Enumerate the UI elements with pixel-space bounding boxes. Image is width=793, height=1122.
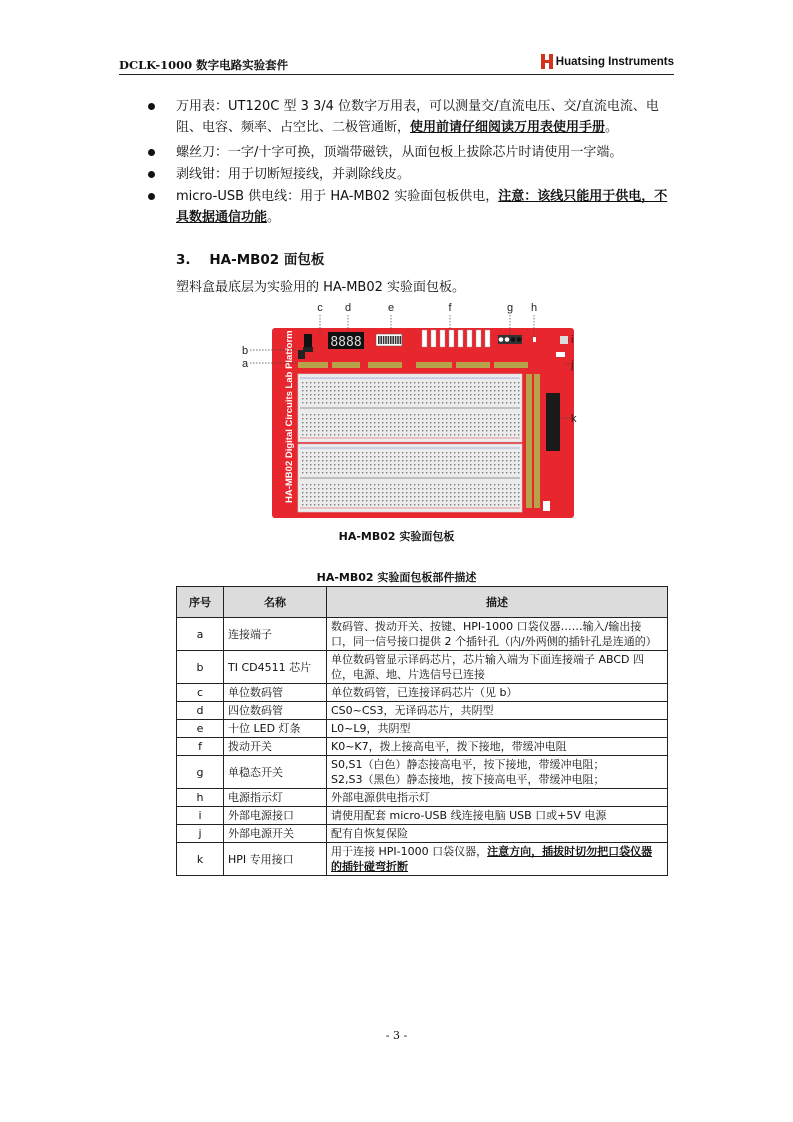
table-row: e 十位 LED 灯条 L0~L9，共阴型 [177, 720, 668, 738]
table-row: c 单位数码管 单位数码管，已连接译码芯片（见 b） [177, 684, 668, 702]
list-item: 剥线钳：用于切断短接线，并剥除线皮。 [148, 164, 678, 185]
bullet-icon [148, 149, 155, 156]
push-button-group [498, 335, 522, 344]
brand-mark-icon [541, 54, 554, 69]
list-item: micro-USB 供电线：用于 HA-MB02 实验面包板供电，注意：该线只能用于供电，不具数据通信功能。 [148, 186, 678, 228]
header-name: 名称 [224, 587, 327, 618]
header-desc: 描述 [327, 587, 668, 618]
callout-f: f [448, 302, 452, 314]
board-logo-icon [543, 501, 550, 511]
power-port [560, 336, 568, 344]
emphasis-text: 使用前请仔细阅读万用表使用手册 [410, 120, 606, 135]
power-indicator [533, 337, 536, 342]
hpi-connector [546, 393, 560, 451]
section-intro: 塑料盒最底层为实验用的 HA-MB02 实验面包板。 [176, 280, 466, 295]
list-item: 螺丝刀：一字/十字可换，顶端带磁铁，从面包板上拔除芯片时请使用一字端。 [148, 142, 678, 163]
callout-d: d [344, 302, 352, 314]
table-row: g 单稳态开关 S0,S1（白色）静态接高电平，按下接地，带缓冲电阻； S2,S3（黑色）静态接地，按下接高电平，带缓冲电阻； [177, 756, 668, 789]
table-row: i 外部电源接口 请使用配套 micro-USB 线连接电脑 USB 口或+5V 电源 [177, 807, 668, 825]
equipment-list [148, 96, 678, 228]
table-row: j 外部电源开关 配有自恢复保险 [177, 825, 668, 843]
table-row: f 拨动开关 K0~K7，拨上接高电平，拨下接地，带缓冲电阻 [177, 738, 668, 756]
list-item: 万用表：UT120C 型 3 3/4 位数字万用表，可以测量交/直流电压、交/直流电流、电阻、电容、频率、占空比、二极管通断，使用前请仔细阅读万用表使用手册。 [148, 96, 678, 138]
table-row: a 连接端子 数码管、拨动开关、按键、HPI-1000 口袋仪器……输入/输出接口，同一信号接口提供 2 个插针孔（内/外两侧的插针孔是连通的） [177, 618, 668, 651]
power-switch [556, 352, 565, 357]
document-title: DCLK-1000 数字电路实验套件 [119, 58, 289, 72]
callout-j: j [571, 359, 574, 371]
brand-logo [541, 54, 674, 69]
callout-i: i [571, 334, 574, 346]
board-label: HA-MB02 Digital Circuits Lab Platform [284, 330, 295, 503]
callout-c: c [317, 302, 323, 314]
figure-caption: HA-MB02 实验面包板 [338, 530, 455, 543]
table-row: b TI CD4511 芯片 单位数码管显示译码芯片，芯片输入端为下面连接端子 ABCD 四位，电源、地、片选信号已连接 [177, 651, 668, 684]
decoder-chip [298, 350, 305, 359]
emphasis-text: 注意方向，插拔时切勿把口袋仪器的插针碰弯折断 [331, 845, 653, 873]
bullet-icon [148, 193, 155, 200]
breadboard-illustration [234, 298, 584, 524]
table-caption: HA-MB02 实验面包板部件描述 [316, 571, 477, 584]
parts-table [176, 586, 668, 876]
emphasis-text: 注意：该线只能用于供电，不具数据通信功能 [176, 189, 668, 225]
callout-k: k [571, 413, 577, 425]
breadboard-figure [234, 298, 584, 524]
four-digit-text: 8888 [330, 335, 362, 350]
page-header [119, 52, 674, 75]
table-row: d 四位数码管 CS0~CS3，无译码芯片，共阴型 [177, 702, 668, 720]
page-number: - 3 - [385, 1029, 408, 1042]
header-id: 序号 [177, 587, 224, 618]
callout-h: h [530, 302, 538, 314]
single-digit-display [304, 334, 312, 347]
callout-g: g [506, 302, 514, 314]
brand-name: Huatsing Instruments [555, 55, 674, 68]
callout-e: e [387, 302, 395, 314]
section-heading: 3. HA-MB02 面包板 [176, 252, 325, 268]
table-row: h 电源指示灯 外部电源供电指示灯 [177, 789, 668, 807]
bullet-icon [148, 171, 155, 178]
bullet-icon [148, 103, 155, 110]
table-header-row [177, 587, 668, 618]
table-row: k HPI 专用接口 用于连接 HPI-1000 口袋仪器，注意方向，插拔时切勿把口袋仪器的插针碰弯折断 [177, 843, 668, 876]
callout-a: a [242, 358, 249, 370]
callout-b: b [242, 345, 249, 357]
